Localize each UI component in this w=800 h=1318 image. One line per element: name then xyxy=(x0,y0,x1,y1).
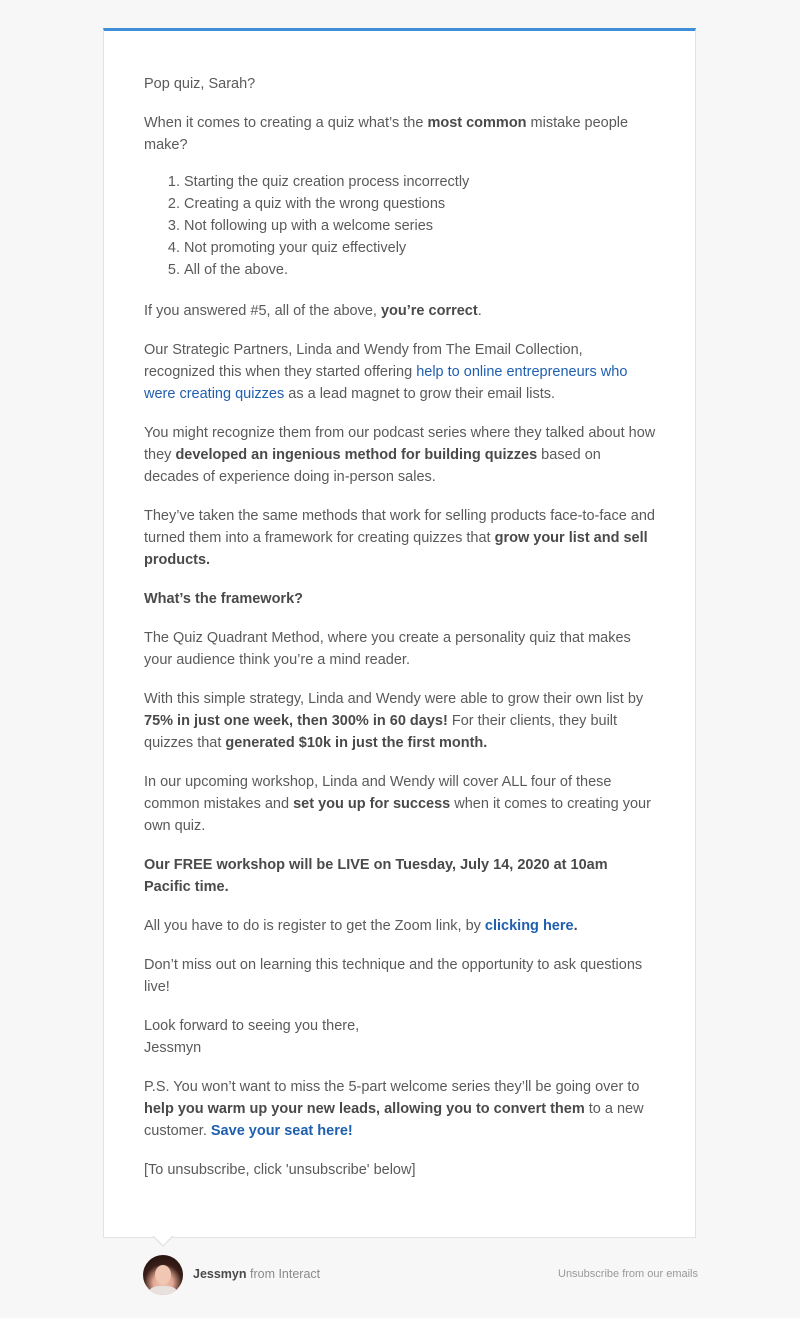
signoff-paragraph xyxy=(144,1015,656,1059)
register-paragraph: All you have to do is register to get the Zoom link, by clicking here. xyxy=(144,918,578,934)
avatar xyxy=(143,1255,183,1295)
strategy-paragraph: With this simple strategy, Linda and Wendy were able to grow their own list by 75% in just one week, then 300% in 60 days! For their clients, they built quizzes that generated $10k in just the first month. xyxy=(144,691,644,751)
unsubscribe-link[interactable]: Unsubscribe from our emails xyxy=(558,1268,698,1280)
answer-paragraph: If you answered #5, all of the above, you’re correct. xyxy=(144,303,482,319)
avatar-shirt xyxy=(149,1286,177,1295)
live-announcement: Our FREE workshop will be LIVE on Tuesday, July 14, 2020 at 10am Pacific time. xyxy=(144,857,608,895)
quiz-option: 2. Creating a quiz with the wrong questions xyxy=(184,193,656,215)
greeting: Pop quiz, Sarah? xyxy=(144,76,256,92)
quiz-options xyxy=(144,171,656,281)
email-card xyxy=(103,28,696,1238)
signature: Jessmyn xyxy=(144,1040,202,1056)
sender-line xyxy=(193,1267,320,1281)
podcast-paragraph: You might recognize them from our podcast series where they talked about how they developed an ingenious method for building quizzes based on decades of experience doing in-person sales. xyxy=(144,425,656,485)
quiz-option: 3. Not following up with a welcome series xyxy=(184,215,656,237)
save-seat-link[interactable]: Save your seat here! xyxy=(210,1123,353,1139)
register-link[interactable]: clicking here xyxy=(484,918,574,934)
sender-name: Jessmyn xyxy=(193,1267,247,1281)
email-body xyxy=(144,73,656,1198)
signoff: Look forward to seeing you there, xyxy=(144,1018,360,1034)
email-footer xyxy=(143,1255,698,1297)
quiz-option: 1. Starting the quiz creation process incorrectly xyxy=(184,171,656,193)
sender-from: from Interact xyxy=(246,1267,321,1281)
quiz-option: 4. Not promoting your quiz effectively xyxy=(184,237,656,259)
framework-heading: What’s the framework? xyxy=(144,591,303,607)
partners-link[interactable]: help to online entrepreneurs who were creating quizzes xyxy=(144,364,628,402)
dont-miss-paragraph: Don’t miss out on learning this technique and the opportunity to ask questions live! xyxy=(144,957,643,995)
card-pointer-fill xyxy=(153,1235,173,1245)
quadrant-paragraph: The Quiz Quadrant Method, where you create a personality quiz that makes your audience think you’re a mind reader. xyxy=(144,630,631,668)
methods-paragraph: They’ve taken the same methods that work for selling products face-to-face and turned them into a framework for creating quizzes that grow your list and sell products. xyxy=(144,508,655,568)
workshop-paragraph: In our upcoming workshop, Linda and Wendy will cover ALL four of these common mistakes and set you up for success when it comes to creating your own quiz. xyxy=(144,774,651,834)
quiz-option: 5. All of the above. xyxy=(184,259,656,281)
avatar-face xyxy=(155,1265,171,1284)
partners-paragraph: Our Strategic Partners, Linda and Wendy from The Email Collection, recognized this when they started offering help to online entrepreneurs who were creating quizzes as a lead magnet to grow their email lists. xyxy=(144,342,628,402)
unsubscribe-note: [To unsubscribe, click 'unsubscribe' below] xyxy=(144,1162,416,1178)
ps-paragraph: P.S. You won’t want to miss the 5-part welcome series they’ll be going over to help you warm up your new leads, allowing you to convert them to a new customer. Save your seat here! xyxy=(144,1079,644,1139)
quiz-question: When it comes to creating a quiz what’s the most common mistake people make? xyxy=(144,115,629,153)
